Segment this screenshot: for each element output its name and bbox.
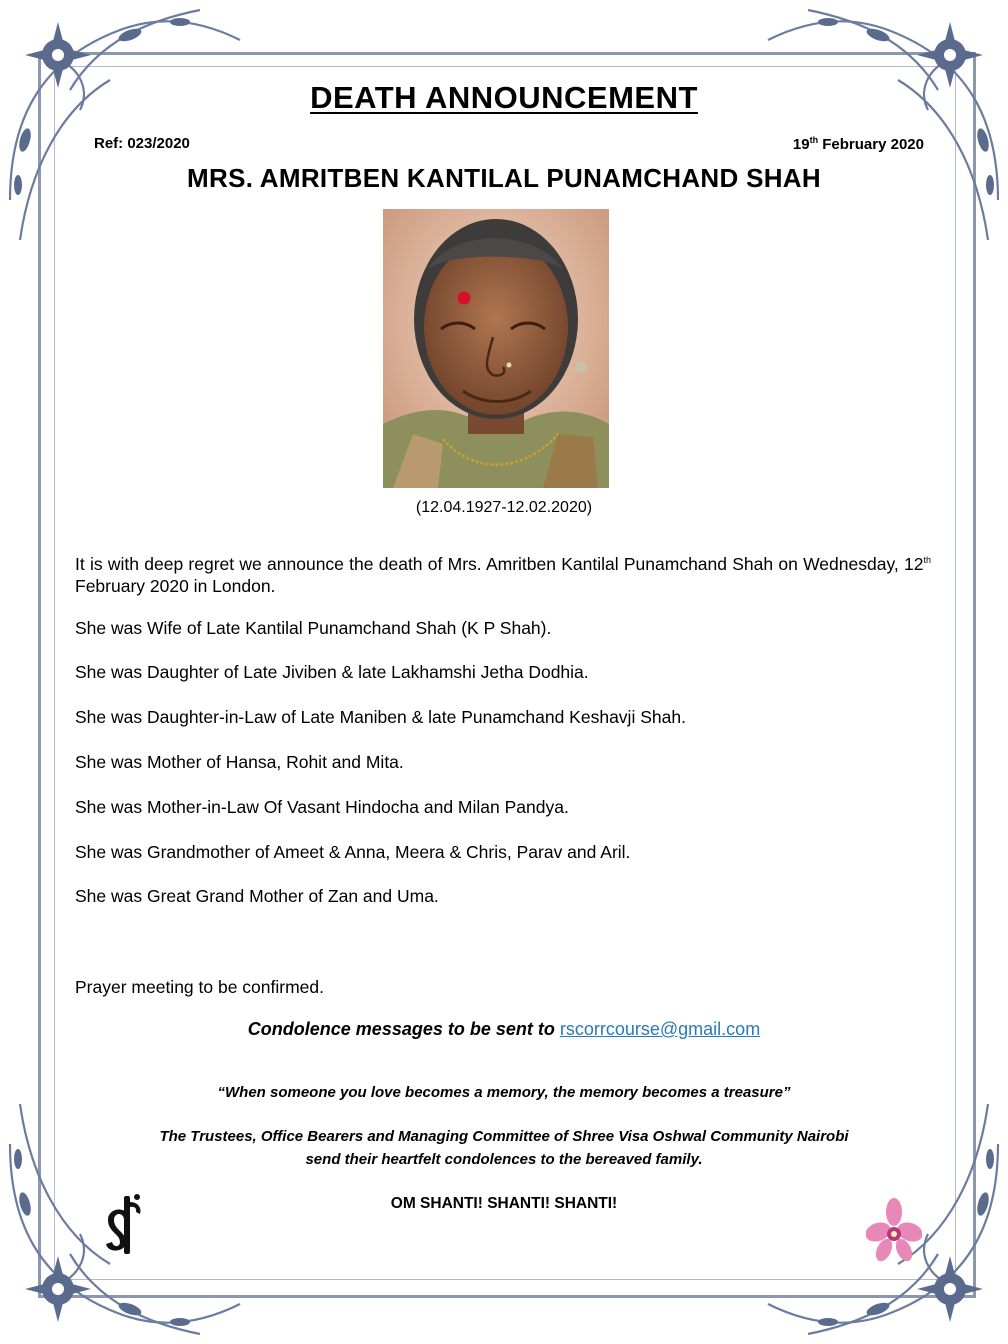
relation-line: She was Mother-in-Law Of Vasant Hindocha and Milan Pandya. xyxy=(75,797,569,817)
condolence-email-link[interactable]: rscorrcourse@gmail.com xyxy=(559,1019,761,1039)
relation-line: She was Grandmother of Ameet & Anna, Meera & Chris, Parav and Aril. xyxy=(75,842,631,862)
corner-ornament-top-left xyxy=(0,0,250,250)
announcement-paragraph: It is with deep regret we announce the death of Mrs. Amritben Kantilal Punamchand Shah on Wednesday, 12th February 2020 in London. xyxy=(75,553,931,596)
page-title: DEATH ANNOUNCEMENT xyxy=(310,80,698,115)
reference-number: Ref: 023/2020 xyxy=(94,135,190,152)
relation-line: She was Daughter of Late Jiviben & late Lakhamshi Jetha Dodhia. xyxy=(75,662,589,682)
lifespan-dates: (12.04.1927-12.02.2020) xyxy=(415,499,593,516)
announcement-date: 19th February 2020 xyxy=(792,135,924,153)
jain-om-logo-icon xyxy=(104,1192,144,1258)
deceased-name: MRS. AMRITBEN KANTILAL PUNAMCHAND SHAH xyxy=(187,163,821,193)
prayer-meeting-note: Prayer meeting to be confirmed. xyxy=(75,977,325,997)
portrait-photo xyxy=(383,209,609,488)
relation-line: She was Wife of Late Kantilal Punamchand Shah (K P Shah). xyxy=(75,618,552,638)
condolence-label: Condolence messages to be sent to xyxy=(247,1019,560,1039)
relation-line: She was Mother of Hansa, Rohit and Mita. xyxy=(75,752,404,772)
condolence-line xyxy=(0,1019,1008,1040)
corner-ornament-top-right xyxy=(758,0,1008,250)
memorial-quote: “When someone you love becomes a memory, the memory becomes a treasure” xyxy=(217,1084,791,1101)
om-shanti-text: OM SHANTI! SHANTI! SHANTI! xyxy=(390,1195,618,1212)
relation-line: She was Great Grand Mother of Zan and Uma. xyxy=(75,886,439,906)
pink-orchid-icon xyxy=(866,1198,922,1262)
relation-line: She was Daughter-in-Law of Late Maniben & late Punamchand Keshavji Shah. xyxy=(75,707,686,727)
trustees-message: The Trustees, Office Bearers and Managing Committee of Shree Visa Oshwal Community Nairobi send their heartfelt condolences to the bereaved family. xyxy=(159,1128,849,1168)
